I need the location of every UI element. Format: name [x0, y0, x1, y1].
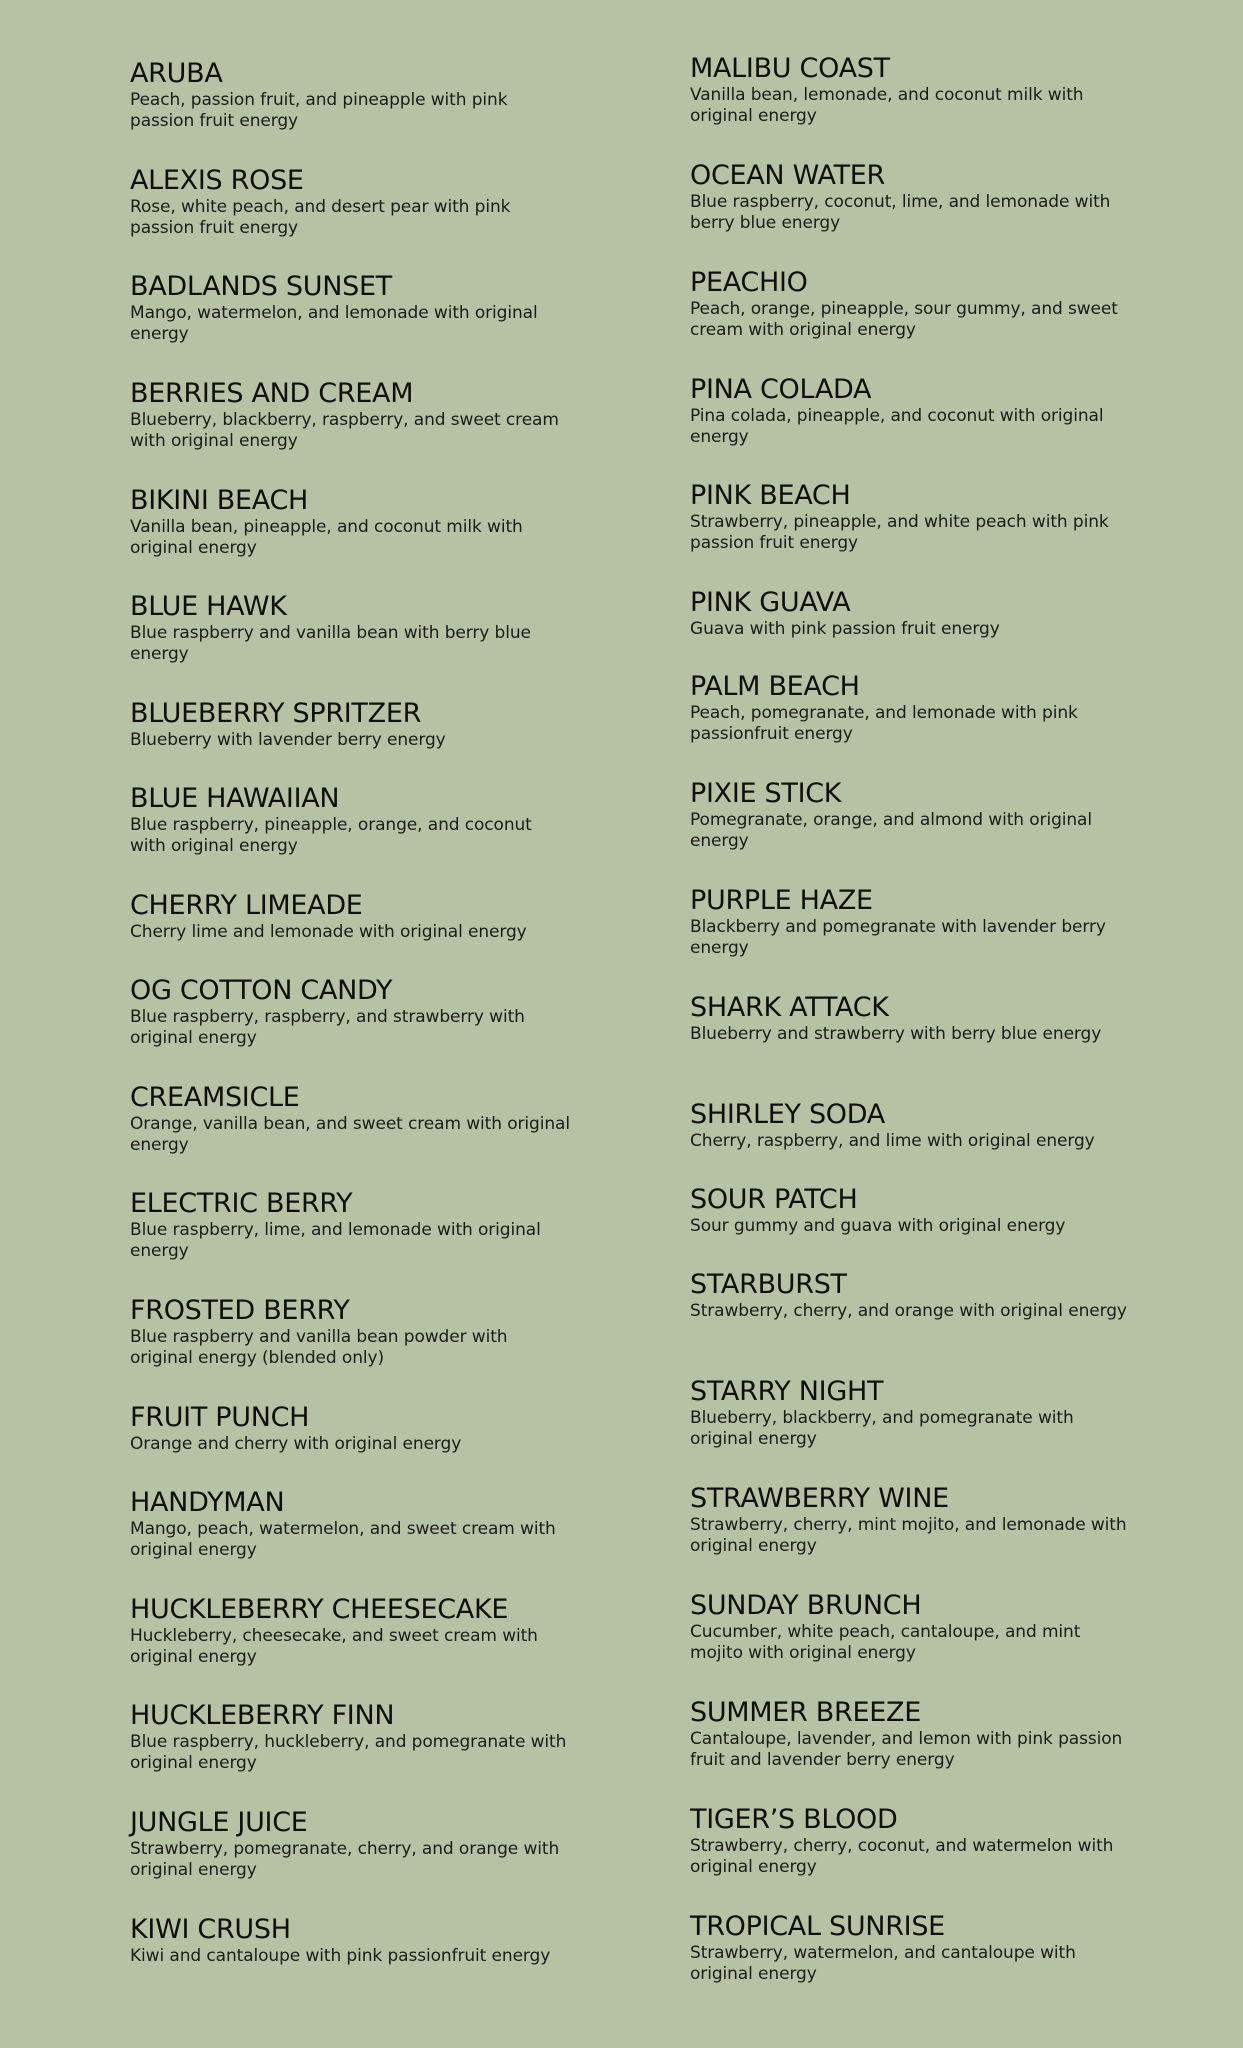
item-description: Mango, watermelon, and lemonade with original energy — [130, 303, 538, 344]
item-name: MALIBU COAST — [690, 53, 890, 84]
item-description: Huckleberry, cheesecake, and sweet cream with original energy — [130, 1626, 538, 1667]
menu-item — [130, 378, 570, 452]
menu-item — [130, 271, 570, 345]
item-name: ARUBA — [130, 58, 223, 89]
item-name: PINA COLADA — [690, 374, 872, 405]
item-name: HUCKLEBERRY CHEESECAKE — [130, 1594, 509, 1625]
item-name: STRAWBERRY WINE — [690, 1483, 949, 1514]
menu-item — [690, 587, 1130, 640]
menu-item — [130, 591, 570, 665]
item-description: Blue raspberry, coconut, lime, and lemonade with berry blue energy — [690, 192, 1111, 233]
item-description: Blueberry, blackberry, raspberry, and sweet cream with original energy — [130, 410, 559, 451]
item-name: CHERRY LIMEADE — [130, 890, 363, 921]
item-name: PURPLE HAZE — [690, 885, 873, 916]
item-description: Kiwi and cantaloupe with pink passionfruit energy — [130, 1946, 551, 1966]
menu-item — [130, 1700, 570, 1774]
item-description: Strawberry, cherry, coconut, and watermelon with original energy — [690, 1836, 1114, 1877]
menu-item — [690, 374, 1130, 448]
menu-item — [690, 1483, 1130, 1557]
item-description: Guava with pink passion fruit energy — [690, 619, 1000, 639]
item-name: FRUIT PUNCH — [130, 1402, 310, 1433]
item-description: Orange, vanilla bean, and sweet cream with original energy — [130, 1114, 570, 1155]
item-name: PINK GUAVA — [690, 587, 851, 618]
menu-item — [690, 1376, 1130, 1450]
item-description: Blueberry, blackberry, and pomegranate with original energy — [690, 1408, 1074, 1449]
menu-item — [690, 480, 1130, 554]
item-description: Strawberry, watermelon, and cantaloupe with original energy — [690, 1943, 1076, 1984]
item-description: Blackberry and pomegranate with lavender berry energy — [690, 917, 1106, 958]
menu-item — [690, 1099, 1130, 1152]
item-name: BLUE HAWK — [130, 591, 287, 622]
menu-item — [130, 1807, 570, 1881]
item-name: BLUEBERRY SPRITZER — [130, 698, 422, 729]
item-description: Sour gummy and guava with original energy — [690, 1216, 1066, 1236]
menu-item — [130, 1082, 570, 1156]
item-name: TROPICAL SUNRISE — [690, 1911, 945, 1942]
item-name: SOUR PATCH — [690, 1184, 858, 1215]
item-description: Blue raspberry, huckleberry, and pomegranate with original energy — [130, 1732, 567, 1773]
menu-item — [690, 267, 1130, 341]
item-name: CREAMSICLE — [130, 1082, 300, 1113]
menu-item — [130, 1914, 570, 1967]
item-name: ALEXIS ROSE — [130, 165, 304, 196]
item-description: Blue raspberry and vanilla bean powder with original energy (blended only) — [130, 1327, 508, 1368]
item-name: SHARK ATTACK — [690, 992, 889, 1023]
item-name: PEACHIO — [690, 267, 808, 298]
menu-item — [690, 1184, 1130, 1237]
menu-item — [130, 1402, 570, 1455]
item-description: Vanilla bean, pineapple, and coconut milk with original energy — [130, 517, 523, 558]
item-description: Blueberry with lavender berry energy — [130, 730, 446, 750]
menu-item — [130, 485, 570, 559]
item-description: Rose, white peach, and desert pear with pink passion fruit energy — [130, 197, 511, 238]
menu-item — [130, 890, 570, 943]
item-name: BLUE HAWAIIAN — [130, 783, 340, 814]
menu-item — [130, 975, 570, 1049]
item-name: PALM BEACH — [690, 671, 860, 702]
item-description: Blue raspberry, pineapple, orange, and coconut with original energy — [130, 815, 532, 856]
item-description: Blue raspberry and vanilla bean with berry blue energy — [130, 623, 531, 664]
item-description: Pomegranate, orange, and almond with original energy — [690, 810, 1092, 851]
menu-item — [130, 1594, 570, 1668]
menu-item — [130, 165, 570, 239]
menu-item — [130, 1295, 570, 1369]
menu-item — [130, 783, 570, 857]
item-description: Mango, peach, watermelon, and sweet cream with original energy — [130, 1519, 556, 1560]
item-name: ELECTRIC BERRY — [130, 1188, 353, 1219]
menu-item — [690, 1269, 1130, 1322]
item-description: Blue raspberry, raspberry, and strawberry with original energy — [130, 1007, 525, 1048]
item-description: Orange and cherry with original energy — [130, 1434, 462, 1454]
item-name: SHIRLEY SODA — [690, 1099, 885, 1130]
item-description: Cantaloupe, lavender, and lemon with pink passion fruit and lavender berry energy — [690, 1729, 1123, 1770]
item-description: Strawberry, pomegranate, cherry, and orange with original energy — [130, 1839, 560, 1880]
menu-item — [130, 698, 570, 751]
item-description: Cherry lime and lemonade with original energy — [130, 922, 527, 942]
item-name: JUNGLE JUICE — [130, 1807, 308, 1838]
menu-item — [690, 778, 1130, 852]
item-name: OCEAN WATER — [690, 160, 886, 191]
menu-item — [690, 160, 1130, 234]
menu-item — [690, 671, 1130, 745]
item-description: Strawberry, pineapple, and white peach with pink passion fruit energy — [690, 512, 1109, 553]
menu-item — [130, 1188, 570, 1262]
item-description: Cucumber, white peach, cantaloupe, and mint mojito with original energy — [690, 1622, 1081, 1663]
item-name: FROSTED BERRY — [130, 1295, 350, 1326]
menu-item — [690, 1697, 1130, 1771]
item-name: PIXIE STICK — [690, 778, 842, 809]
item-name: KIWI CRUSH — [130, 1914, 291, 1945]
item-name: BADLANDS SUNSET — [130, 271, 392, 302]
item-name: TIGER’S BLOOD — [690, 1804, 898, 1835]
item-name: BIKINI BEACH — [130, 485, 309, 516]
item-description: Strawberry, cherry, mint mojito, and lemonade with original energy — [690, 1515, 1127, 1556]
menu-item — [690, 1804, 1130, 1878]
menu-item — [690, 53, 1130, 127]
item-description: Blueberry and strawberry with berry blue energy — [690, 1024, 1102, 1044]
item-description: Blue raspberry, lime, and lemonade with original energy — [130, 1220, 541, 1261]
item-name: STARBURST — [690, 1269, 847, 1300]
item-name: OG COTTON CANDY — [130, 975, 393, 1006]
menu-item — [690, 1911, 1130, 1985]
item-name: HANDYMAN — [130, 1487, 285, 1518]
item-name: SUNDAY BRUNCH — [690, 1590, 922, 1621]
menu-item — [130, 58, 570, 132]
item-description: Peach, orange, pineapple, sour gummy, and sweet cream with original energy — [690, 299, 1118, 340]
item-description: Peach, passion fruit, and pineapple with pink passion fruit energy — [130, 90, 508, 131]
item-description: Cherry, raspberry, and lime with original energy — [690, 1131, 1095, 1151]
item-name: STARRY NIGHT — [690, 1376, 884, 1407]
item-name: BERRIES AND CREAM — [130, 378, 414, 409]
menu-item — [690, 992, 1130, 1045]
item-name: HUCKLEBERRY FINN — [130, 1700, 395, 1731]
menu-item — [690, 1590, 1130, 1664]
item-name: PINK BEACH — [690, 480, 851, 511]
item-description: Vanilla bean, lemonade, and coconut milk with original energy — [690, 85, 1084, 126]
menu-item — [130, 1487, 570, 1561]
menu-item — [690, 885, 1130, 959]
item-name: SUMMER BREEZE — [690, 1697, 921, 1728]
item-description: Pina colada, pineapple, and coconut with original energy — [690, 406, 1104, 447]
item-description: Peach, pomegranate, and lemonade with pink passionfruit energy — [690, 703, 1078, 744]
item-description: Strawberry, cherry, and orange with original energy — [690, 1301, 1127, 1321]
